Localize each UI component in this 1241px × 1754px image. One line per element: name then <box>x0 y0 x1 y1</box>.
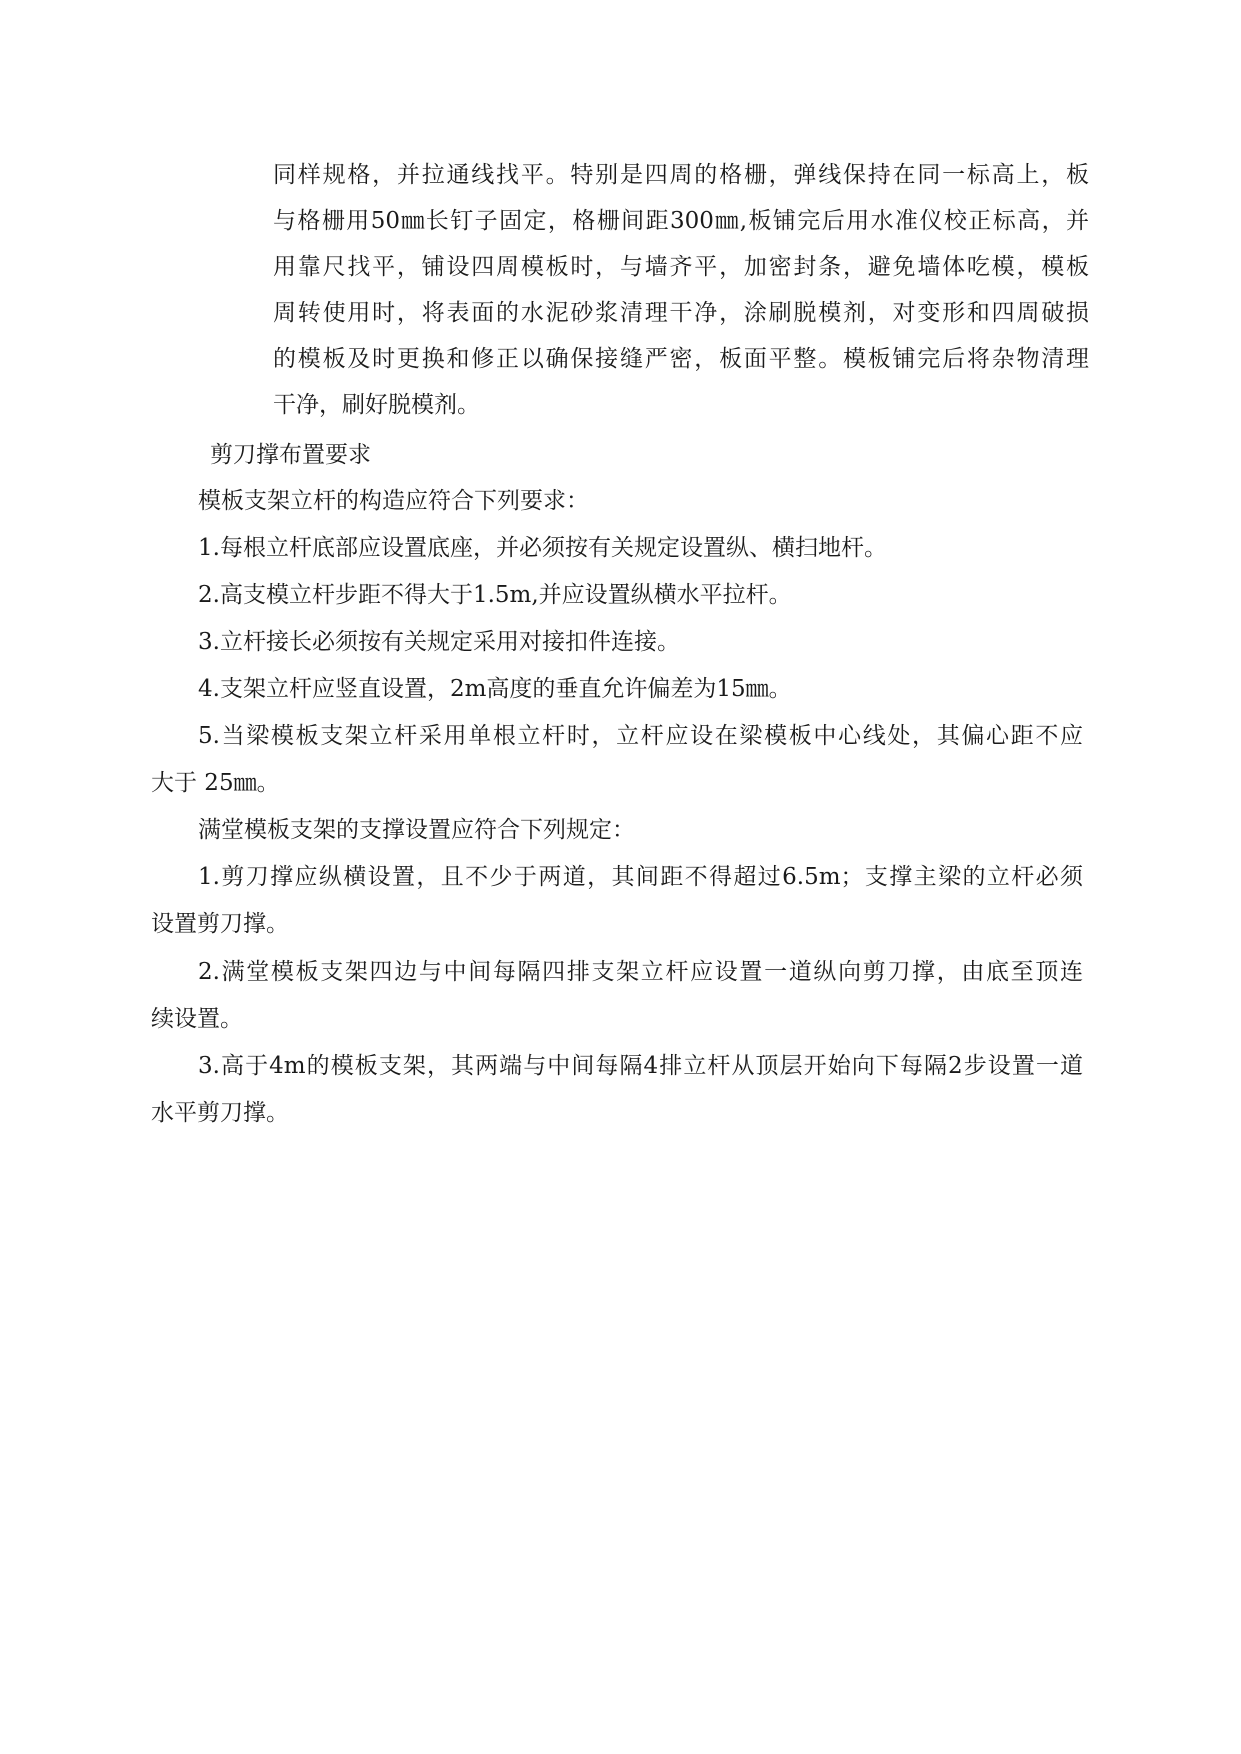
list-item-continuation: 水平剪刀撑。 <box>151 1100 289 1126</box>
list-item: 3.立杆接长必须按有关规定采用对接扣件连接。 <box>198 629 680 655</box>
list-intro: 模板支架立杆的构造应符合下列要求： <box>198 488 589 514</box>
list-item: 1.剪刀撑应纵横设置，且不少于两道，其间距不得超过6.5m；支撑主梁的立杆必须 <box>198 864 1083 890</box>
paragraph-line: 干净，刷好脱模剂。 <box>273 392 480 418</box>
paragraph-line: 周转使用时，将表面的水泥砂浆清理干净，涂刷脱模剂，对变形和四周破损 <box>273 300 1089 326</box>
list-item: 3.高于4m的模板支架，其两端与中间每隔4排立杆从顶层开始向下每隔2步设置一道 <box>198 1053 1083 1079</box>
list-item: 4.支架立杆应竖直设置，2m高度的垂直允许偏差为15㎜。 <box>198 676 792 702</box>
list-item: 1.每根立杆底部应设置底座，并必须按有关规定设置纵、横扫地杆。 <box>198 535 887 561</box>
list-item: 2.满堂模板支架四边与中间每隔四排支架立杆应设置一道纵向剪刀撑，由底至顶连 <box>198 959 1083 985</box>
paragraph-line: 的模板及时更换和修正以确保接缝严密，板面平整。模板铺完后将杂物清理 <box>273 346 1089 372</box>
list-item: 5.当梁模板支架立杆采用单根立杆时，立杆应设在梁模板中心线处，其偏心距不应 <box>198 723 1083 749</box>
list-item-continuation: 设置剪刀撑。 <box>151 911 289 937</box>
list-item-continuation: 续设置。 <box>151 1006 243 1032</box>
paragraph-line: 与格栅用50㎜长钉子固定，格栅间距300㎜,板铺完后用水准仪校正标高，并 <box>273 208 1089 234</box>
list-intro: 满堂模板支架的支撑设置应符合下列规定： <box>198 817 635 843</box>
paragraph-line: 用靠尺找平，铺设四周模板时，与墙齐平，加密封条，避免墙体吃模，模板 <box>273 254 1089 280</box>
paragraph-line: 同样规格，并拉通线找平。特别是四周的格栅，弹线保持在同一标高上，板 <box>273 162 1089 188</box>
list-item-continuation: 大于 25㎜。 <box>151 770 280 796</box>
section-heading: 剪刀撑布置要求 <box>210 442 371 468</box>
list-item: 2.高支模立杆步距不得大于1.5m,并应设置纵横水平拉杆。 <box>198 582 792 608</box>
